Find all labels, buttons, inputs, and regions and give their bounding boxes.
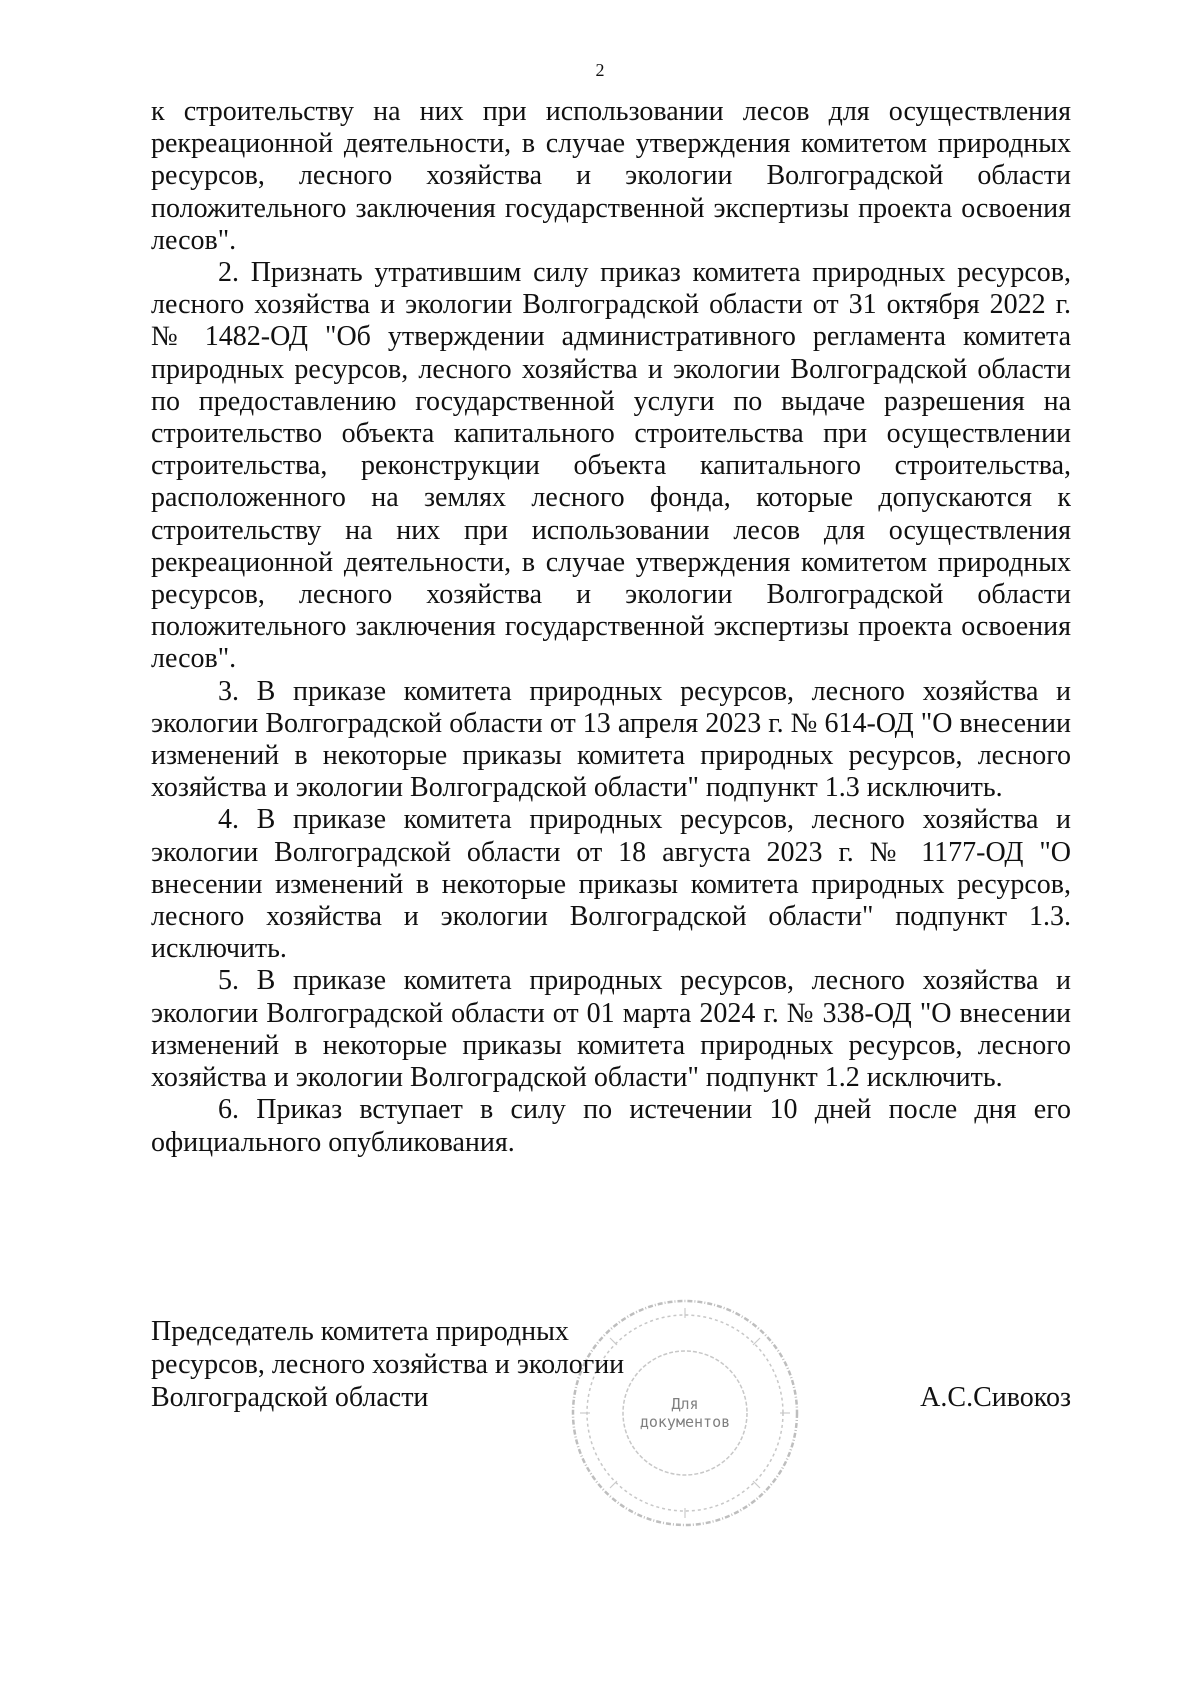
paragraph-continuation: к строительству на них при использовании лесов для осуществления рекреационной деятельности, в случае утверждения комитетом природных ресурсов, лесного хозяйства и экологии Волгоградской области положительного заключения государственной экспертизы проекта освоения лесов". — [151, 96, 1071, 256]
signer-name: А.С.Сивокоз — [920, 1382, 1071, 1413]
stamp-line-2: документов — [639, 1413, 731, 1431]
stamp-line-1: Для — [671, 1395, 699, 1413]
paragraph-item-3: 3. В приказе комитета природных ресурсов, лесного хозяйства и экологии Волгоградской области от 13 апреля 2023 г. № 614-ОД "О внесении изменений в некоторые приказы комитета природных ресурсов, лесного хозяйства и экологии Волгоградской области" подпункт 1.3 исключить. — [151, 675, 1071, 804]
signature-position — [151, 1315, 624, 1414]
paragraph-item-2: 2. Признать утратившим силу приказ комитета природных ресурсов, лесного хозяйства и экологии Волгоградской области от 31 октября 2022 г. № 1482-ОД "Об утверждении административного регламента комитета природных ресурсов, лесного хозяйства и экологии Волгоградской области по предоставлению государственной услуги по выдаче разрешения на строительство объекта капитального строительства при осуществлении строительства, реконструкции объекта капитального строительства, расположенного на землях лесного фонда, которые допускаются к строительству на них при использовании лесов для осуществления рекреационной деятельности, в случае утверждения комитетом природных ресурсов, лесного хозяйства и экологии Волгоградской области положительного заключения государственной экспертизы проекта освоения лесов". — [151, 257, 1071, 675]
paragraph-item-6: 6. Приказ вступает в силу по истечении 10 дней после дня его официального опубликования. — [151, 1094, 1071, 1158]
position-line-1: Председатель комитета природных — [151, 1316, 569, 1347]
document-body — [151, 96, 1071, 1159]
position-line-2: ресурсов, лесного хозяйства и экологии — [151, 1349, 625, 1380]
position-line-3: Волгоградской области — [151, 1382, 429, 1413]
page-number: 2 — [595, 60, 605, 80]
paragraph-item-5: 5. В приказе комитета природных ресурсов, лесного хозяйства и экологии Волгоградской области от 01 марта 2024 г. № 338-ОД "О внесении изменений в некоторые приказы комитета природных ресурсов, лесного хозяйства и экологии Волгоградской области" подпункт 1.2 исключить. — [151, 965, 1071, 1094]
paragraph-item-4: 4. В приказе комитета природных ресурсов, лесного хозяйства и экологии Волгоградской области от 18 августа 2023 г. № 1177-ОД "О внесении изменений в некоторые приказы комитета природных ресурсов, лесного хозяйства и экологии Волгоградской области" подпункт 1.3. исключить. — [151, 804, 1071, 965]
